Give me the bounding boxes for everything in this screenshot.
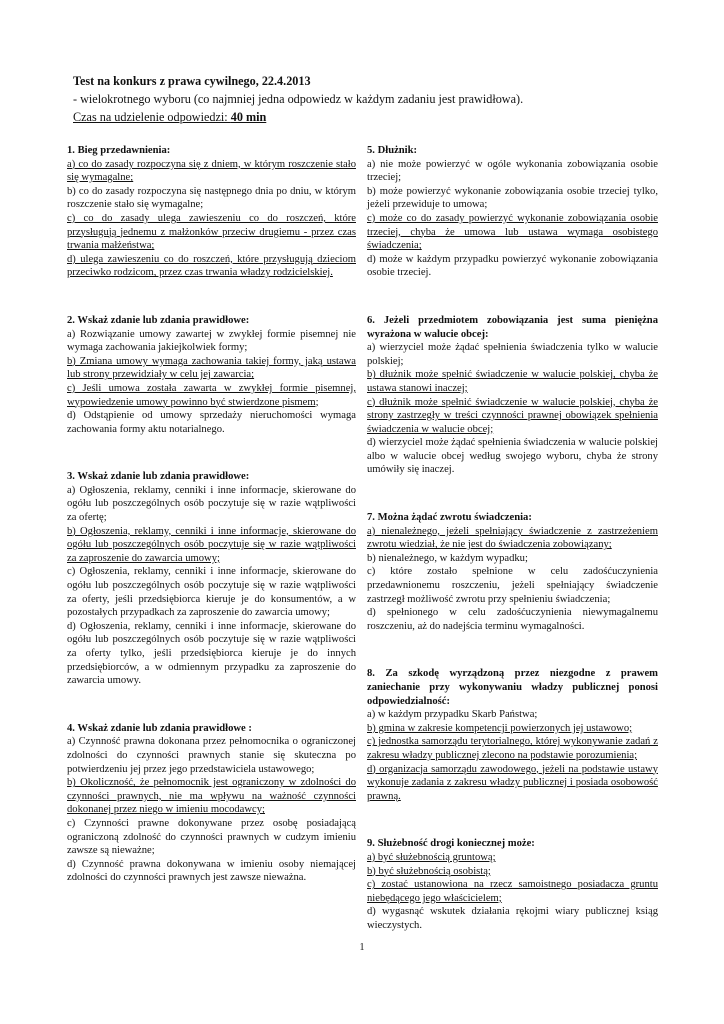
question-block [67, 722, 356, 885]
question-title: 9. Służebność drogi koniecznej może: [367, 838, 535, 850]
answer-option: d) wygasnąć wskutek działania rękojmi wiary publicznej ksiąg wieczystych. [367, 906, 658, 931]
answer-option: c) które zostało spełnione w celu zadośćuczynienia przedawnionemu roszczeniu, jeżeli spełniający świadczenie zastrzegł możliwość zwrotu przy spełnieniu świadczenia; [367, 566, 658, 605]
time-limit [73, 108, 673, 126]
document-subtitle: - wielokrotnego wyboru (co najmniej jedna odpowiedz w każdym zadaniu jest prawidłowa). [73, 92, 524, 106]
question-title: 7. Można żądać zwrotu świadczenia: [367, 512, 532, 524]
question-title: 2. Wskaż zdanie lub zdania prawidłowe: [67, 314, 250, 326]
answer-option-marked: c) może co do zasady powierzyć wykonanie zobowiązania osobie trzeciej, chyba że umowa lub ustawa wymaga osobistego świadczenia; [367, 212, 658, 252]
answer-option: a) w każdym przypadku Skarb Państwa; [367, 709, 538, 721]
answer-option-marked: c) co do zasady ulega zawieszeniu co do roszczeń, które przysługują jednemu z małżonków przeciw drugiemu - przez czas trwania małżeństwa; [67, 212, 356, 252]
answer-option-marked: c) jednostka samorządu terytorialnego, której wykonywanie zadań z zakresu władzy publicznej zlecono na podstawie porozumienia; [367, 736, 658, 761]
answer-option-marked: a) co do zasady rozpoczyna się z dniem, w którym roszczenie stało się wymagalne; [67, 158, 356, 184]
answer-option: a) Rozwiązanie umowy zawartej w zwykłej formie pisemnej nie wymaga zachowania jakiejkolwiek formy; [67, 328, 356, 354]
answer-option: a) nie może powierzyć w ogóle wykonania zobowiązania osobie trzeciej; [367, 158, 658, 184]
answer-option: c) Ogłoszenia, reklamy, cenniki i inne informacje, skierowane do ogółu lub poszczególnych osób poczytuje się w razie wątpliwości za oferty, jeśli przedsiębiorca kieruje je do konsumentów, a w pozostałych przypadkach za zaproszenie do zawarcia umowy; [67, 566, 356, 619]
answer-option: a) Czynność prawna dokonana przez pełnomocnika o ograniczonej zdolności do czynności prawnych stanie się skuteczna po potwierdzeniu jej przez jego przedstawiciela ustawowego; [67, 736, 356, 775]
question-block [367, 144, 658, 280]
question-block [367, 511, 658, 633]
question-title: 6. Jeżeli przedmiotem zobowiązania jest suma pieniężna wyrażona w walucie obcej: [367, 314, 658, 340]
answer-option: d) Odstąpienie od umowy sprzedaży nieruchomości wymaga zachowania formy aktu notarialnego. [67, 410, 356, 435]
answer-option-marked: b) Okoliczność, że pełnomocnik jest ograniczony w zdolności do czynności prawnych, nie ma wpływu na ważność czynności dokonanej przez niego w imieniu mocodawcy; [67, 777, 356, 816]
time-limit-value: 40 min [230, 110, 267, 124]
question-block [67, 144, 356, 280]
answer-option-marked: c) Jeśli umowa została zawarta w zwykłej formie pisemnej, wypowiedzenie umowy powinno być stwierdzone pismem; [67, 382, 356, 408]
left-column [67, 144, 356, 919]
question-title: 4. Wskaż zdanie lub zdania prawidłowe : [67, 722, 252, 734]
answer-option: d) może w każdym przypadku powierzyć wykonanie zobowiązania osobie trzeciej. [367, 253, 658, 279]
answer-option: d) wierzyciel może żądać spełnienia świadczenia w walucie polskiej albo w walucie obcej według swojego wyboru, chyba że strony umówiły się inaczej. [367, 437, 658, 476]
page-number: 1 [359, 942, 365, 953]
answer-option: a) wierzyciel może żądać spełnienia świadczenia tylko w walucie polskiej; [367, 342, 658, 367]
question-title: 5. Dłużnik: [367, 145, 418, 156]
answer-option: d) Ogłoszenia, reklamy, cenniki i inne informacje, skierowane do ogółu lub poszczególnych osób poczytuje się w razie wątpliwości za oferty tylko, jeśli przedsiębiorca kieruje je do innych przedsiębiorców, a w odmiennym przypadku za zaproszenie do zawarcia umowy. [67, 620, 356, 687]
answer-option-marked: d) organizacja samorządu zawodowego, jeżeli na podstawie ustawy wykonuje zadania z zakresu władzy publicznej i posiada osobowość prawną. [367, 763, 658, 802]
question-block [367, 314, 658, 477]
answer-option-marked: c) dłużnik może spełnić świadczenie w walucie polskiej, chyba że strony zastrzegły w treści czynności prawnej obowiązek spełnienia świadczenia w walucie obcej; [367, 396, 658, 435]
answer-option: b) może powierzyć wykonanie zobowiązania osobie trzeciej tylko, jeżeli przewiduje to umowa; [367, 185, 658, 211]
answer-option-marked: a) nienależnego, jeżeli spełniający świadczenie z zastrzeżeniem zwrotu wiedział, że nie jest do świadczenia zobowiązany; [367, 525, 658, 551]
answer-option-marked: b) być służebnością osobistą; [367, 865, 491, 877]
question-block [367, 667, 658, 803]
answer-option-marked: b) Zmiana umowy wymaga zachowania takiej formy, jaką ustawa lub strony przewidziały w celu jej zawarcia; [67, 355, 356, 381]
document-title: Test na konkurs z prawa cywilnego, 22.4.2013 [73, 74, 311, 88]
answer-option: c) Czynności prawne dokonywane przez osobę posiadającą ograniczoną zdolność do czynności prawnych w cudzym imieniu zawsze są nieważne; [67, 817, 356, 857]
document-header [73, 72, 673, 126]
question-block [367, 837, 658, 932]
answer-option-marked: b) dłużnik może spełnić świadczenie w walucie polskiej, chyba że ustawa stanowi inaczej; [367, 369, 658, 394]
right-column [367, 144, 658, 967]
answer-option-marked: b) gmina w zakresie kompetencji powierzonych jej ustawowo; [367, 722, 633, 734]
answer-option: d) Czynność prawna dokonywana w imieniu osoby niemającej zdolności do czynności prawnych jest zawsze nieważna. [67, 858, 356, 884]
answer-option-marked: d) ulega zawieszeniu co do roszczeń, które przysługują dzieciom przeciwko rodzicom, przez czas trwania władzy rodzicielskiej. [67, 253, 356, 279]
time-limit-label: Czas na udzielenie odpowiedzi: [73, 110, 231, 124]
answer-option: d) spełnionego w celu zadośćuczynienia niewymagalnemu roszczeniu, aż do nadejścia terminu wymagalności. [367, 607, 658, 632]
question-block [67, 314, 356, 436]
answer-option-marked: b) Ogłoszenia, reklamy, cenniki i inne informacje, skierowane do ogółu lub poszczególnych osób poczytuje się w razie wątpliwości za zaproszenie do zawarcia umowy; [67, 525, 356, 564]
answer-option-marked: c) zostać ustanowiona na rzecz samoistnego posiadacza gruntu niebędącego jego właścicielem; [367, 879, 658, 904]
question-title: 1. Bieg przedawnienia: [67, 145, 171, 156]
answer-option: a) Ogłoszenia, reklamy, cenniki i inne informacje, skierowane do ogółu lub poszczególnych osób poczytuje się w razie wątpliwości za ofertę; [67, 484, 356, 524]
answer-option-marked: a) być służebnością gruntową; [367, 851, 496, 863]
question-title: 8. Za szkodę wyrządzoną przez niezgodne z prawem zaniechanie przy wykonywaniu władzy publicznej ponosi odpowiedzialność: [367, 668, 658, 707]
answer-option: b) co do zasady rozpoczyna się następnego dnia po dniu, w którym roszczenie stało się wymagalne; [67, 185, 356, 211]
question-title: 3. Wskaż zdanie lub zdania prawidłowe: [67, 471, 250, 483]
question-block [67, 470, 356, 688]
answer-option: b) nienależnego, w każdym wypadku; [367, 552, 528, 564]
